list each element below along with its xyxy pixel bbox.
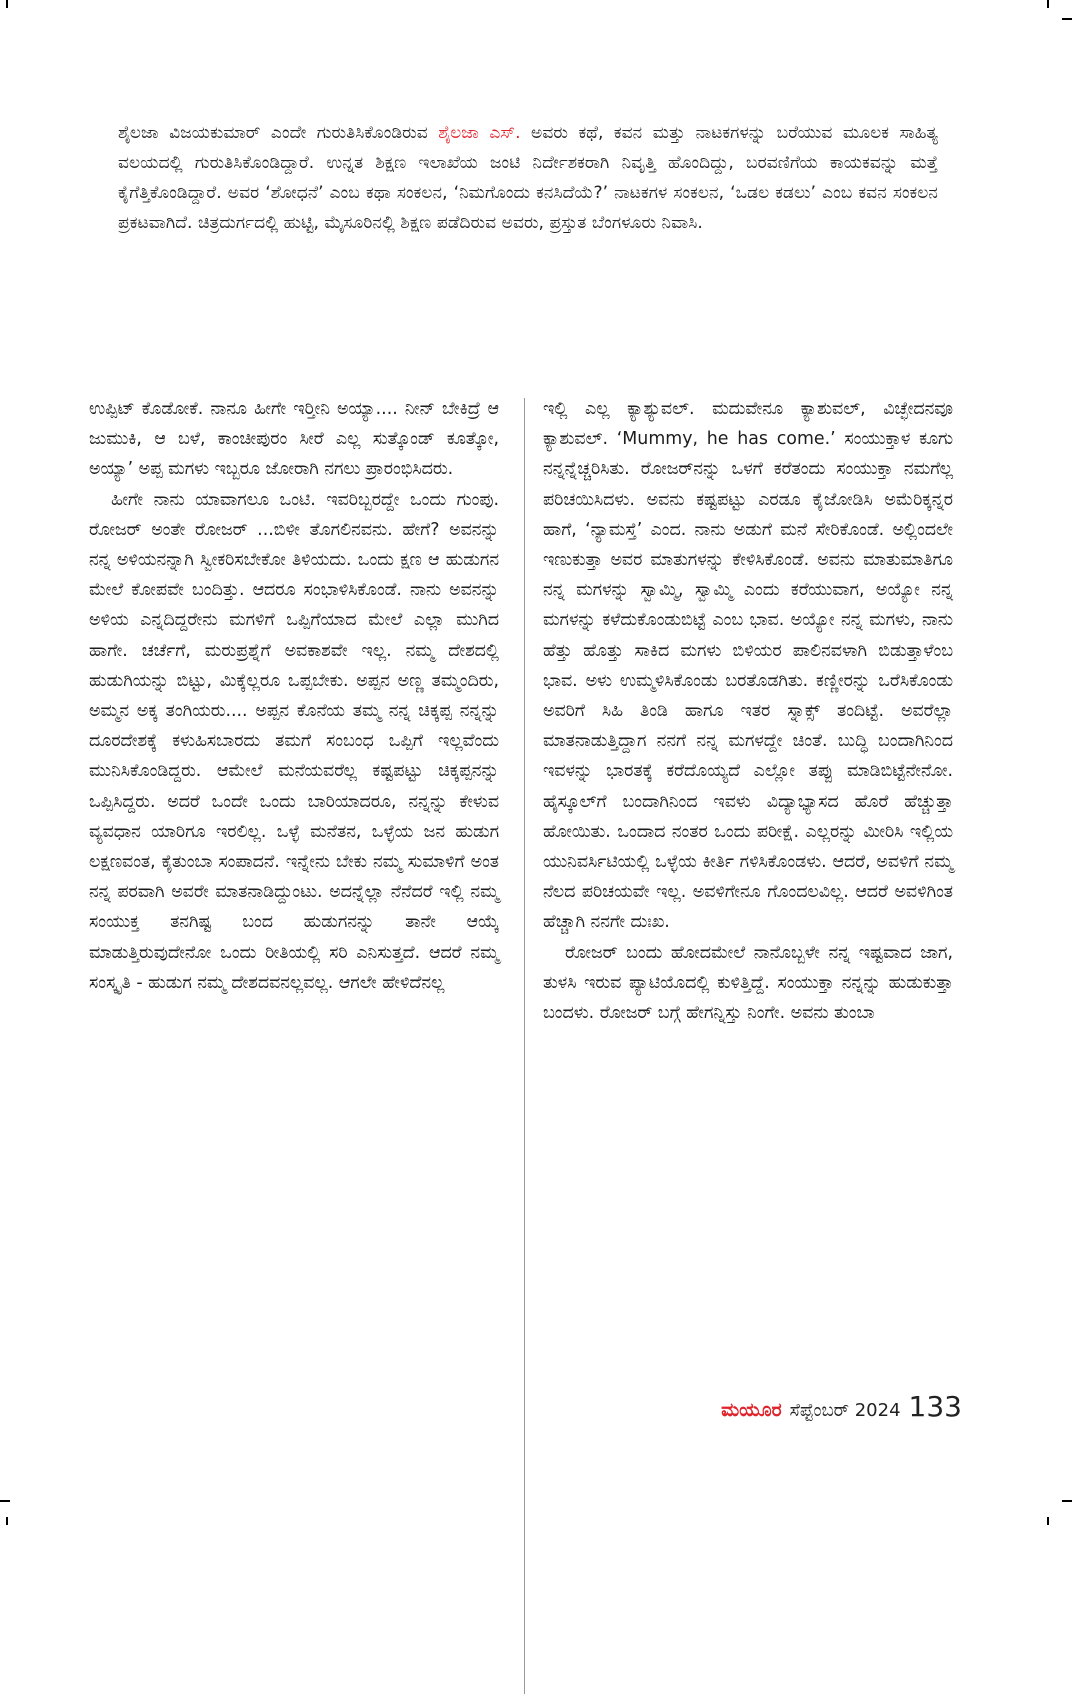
- crop-mark-top-left: [6, 0, 8, 8]
- crop-mark-left-bottom: [0, 1500, 10, 1502]
- page-number: 133: [908, 1390, 962, 1423]
- column-divider: [524, 398, 525, 1694]
- crop-mark-right-top: [1062, 18, 1072, 20]
- author-name: ಶೈಲಜಾ ಎಸ್.: [438, 123, 521, 143]
- article-column-right: [543, 394, 953, 1028]
- crop-mark-right-bottom: [1062, 1500, 1072, 1502]
- paragraph: ಉಪ್ಪಿಟ್ ಕೊಡೋಕೆ. ನಾನೂ ಹೀಗೇ ಇರ್‍ತೀನಿ ಅಯ್ಯಾ.... ನೀನ್ ಬೇಕಿದ್ರೆ ಆ ಜುಮುಕಿ, ಆ ಬಳೆ, ಕಾಂಚೀಪುರಂ ಸೀರೆ ಎಲ್ಲ ಸುತ್ಕೊಂಡ್ ಕೂತ್ಕೋ, ಅಯ್ಯಾ’ ಅಪ್ಪ ಮಗಳು ಇಬ್ಬರೂ ಜೋರಾಗಿ ನಗಲು ಪ್ರಾರಂಭಿಸಿದರು.: [89, 399, 499, 480]
- crop-mark-top-right: [1047, 0, 1049, 8]
- page-footer: [700, 1390, 962, 1434]
- bio-text-intro: ಶೈಲಜಾ ವಿಜಯಕುಮಾರ್ ಎಂದೇ ಗುರುತಿಸಿಕೊಂಡಿರುವ: [118, 123, 439, 143]
- crop-mark-bottom-left: [6, 1517, 8, 1525]
- bio-text-body: ಅವರು ಕಥೆ, ಕವನ ಮತ್ತು ನಾಟಕಗಳನ್ನು ಬರೆಯುವ ಮೂಲಕ ಸಾಹಿತ್ಯ ವಲಯದಲ್ಲಿ ಗುರುತಿಸಿಕೊಂಡಿದ್ದಾರೆ. ಉನ್ನತ ಶಿಕ್ಷಣ ಇಲಾಖೆಯ ಜಂಟಿ ನಿರ್ದೇಶಕರಾಗಿ ನಿವೃತ್ತಿ ಹೊಂದಿದ್ದು, ಬರವಣಿಗೆಯ ಕಾಯಕವನ್ನು ಮತ್ತೆ ಕೈಗೆತ್ತಿಕೊಂಡಿದ್ದಾರೆ. ಅವರ ‘ಶೋಧನೆ’ ಎಂಬ ಕಥಾ ಸಂಕಲನ, ‘ನಿಮಗೊಂದು ಕನಸಿದೆಯೆ?’ ನಾಟಕಗಳ ಸಂಕಲನ, ‘ಒಡಲ ಕಡಲು’ ಎಂಬ ಕವನ ಸಂಕಲನ ಪ್ರಕಟವಾಗಿದೆ. ಚಿತ್ರದುರ್ಗದಲ್ಲಿ ಹುಟ್ಟಿ, ಮೈಸೂರಿನಲ್ಲಿ ಶಿಕ್ಷಣ ಪಡೆದಿರುವ ಅವರು, ಪ್ರಸ್ತುತ ಬೆಂಗಳೂರು ನಿವಾಸಿ.: [118, 123, 938, 233]
- magazine-logo: ಮಯೂರ: [721, 1399, 782, 1421]
- paragraph: ಇಲ್ಲಿ ಎಲ್ಲ ಕ್ಯಾಶ್ಯುವಲ್. ಮದುವೇನೂ ಕ್ಯಾಶುವಲ್, ವಿಚ್ಛೇದನವೂ ಕ್ಯಾಶುವಲ್. ‘Mummy, he has come.’ ಸಂಯುಕ್ತಾಳ ಕೂಗು ನನ್ನನ್ನೆಚ್ಚರಿಸಿತು. ರೋಜರ್‌ನನ್ನು ಒಳಗೆ ಕರೆತಂದು ಸಂಯುಕ್ತಾ ನಮಗೆಲ್ಲ ಪರಿಚಯಿಸಿದಳು. ಅವನು ಕಷ್ಟಪಟ್ಟು ಎರಡೂ ಕೈಜೋಡಿಸಿ ಅಮೆರಿಕ್ಕನ್ನರ ಹಾಗೆ, ‘ನ್ಯಾಮಸ್ತೆ’ ಎಂದ. ನಾನು ಅಡುಗೆ ಮನೆ ಸೇರಿಕೊಂಡೆ. ಅಲ್ಲಿಂದಲೇ ಇಣುಕುತ್ತಾ ಅವರ ಮಾತುಗಳನ್ನು ಕೇಳಿಸಿಕೊಂಡೆ. ಅವನು ಮಾತುಮಾತಿಗೂ ನನ್ನ ಮಗಳನ್ನು ಸ್ವಾಮ್ಮಿ, ಸ್ವಾಮ್ಮಿ ಎಂದು ಕರೆಯುವಾಗ, ಅಯ್ಯೋ ನನ್ನ ಮಗಳನ್ನು ಕಳೆದುಕೊಂಡುಬಿಟ್ಟೆ ಎಂಬ ಭಾವ. ಅಯ್ಯೋ ನನ್ನ ಮಗಳು, ನಾನು ಹೆತ್ತು ಹೊತ್ತು ಸಾಕಿದ ಮಗಳು ಬಿಳಿಯರ ಪಾಲಿನವಳಾಗಿ ಬಿಡುತ್ತಾಳೆಂಬ ಭಾವ. ಅಳು ಉಮ್ಮಳಿಸಿಕೊಂಡು ಬರತೊಡಗಿತು. ಕಣ್ಣೀರನ್ನು ಒರೆಸಿಕೊಂಡು ಅವರಿಗೆ ಸಿಹಿ ತಿಂಡಿ ಹಾಗೂ ಇತರ ಸ್ನಾಕ್ಸ್ ತಂದಿಟ್ಟೆ. ಅವರೆಲ್ಲಾ ಮಾತನಾಡುತ್ತಿದ್ದಾಗ ನನಗೆ ನನ್ನ ಮಗಳದ್ದೇ ಚಿಂತೆ. ಬುದ್ಧಿ ಬಂದಾಗಿನಿಂದ ಇವಳನ್ನು ಭಾರತಕ್ಕೆ ಕರೆದೊಯ್ಯದೆ ಎಲ್ಲೋ ತಪ್ಪು ಮಾಡಿಬಿಟ್ಟೆನೇನೋ. ಹೈಸ್ಕೂಲ್‌ಗೆ ಬಂದಾಗಿನಿಂದ ಇವಳು ವಿದ್ಯಾಭ್ಯಾಸದ ಹೊರೆ ಹೆಚ್ಚುತ್ತಾ ಹೋಯಿತು. ಒಂದಾದ ನಂತರ ಒಂದು ಪರೀಕ್ಷೆ. ಎಲ್ಲರನ್ನು ಮೀರಿಸಿ ಇಲ್ಲಿಯ ಯುನಿವರ್ಸಿಟಿಯಲ್ಲಿ ಒಳ್ಳೆಯ ಕೀರ್ತಿ ಗಳಿಸಿಕೊಂಡಳು. ಆದರೆ, ಅವಳಿಗೆ ನಮ್ಮ ನೆಲದ ಪರಿಚಯವೇ ಇಲ್ಲ. ಅವಳಿಗೇನೂ ಗೊಂದಲವಿಲ್ಲ. ಆದರೆ ಅವಳಿಗಿಂತ ಹೆಚ್ಚಾಗಿ ನನಗೇ ದುಃಖ.: [543, 399, 953, 933]
- crop-mark-bottom-right: [1047, 1517, 1049, 1525]
- paragraph: ರೋಜರ್ ಬಂದು ಹೋದಮೇಲೆ ನಾನೊಬ್ಬಳೇ ನನ್ನ ಇಷ್ಟವಾದ ಜಾಗ, ತುಳಸಿ ಇರುವ ಪ್ಯಾಟಿಯೊದಲ್ಲಿ ಕುಳಿತ್ತಿದ್ದೆ. ಸಂಯುಕ್ತಾ ನನ್ನನ್ನು ಹುಡುಕುತ್ತಾ ಬಂದಳು. ರೋಜರ್ ಬಗ್ಗೆ ಹೇಗನ್ನಿಸ್ತು ನಿಂಗೇ. ಅವನು ತುಂಬಾ: [543, 942, 953, 1024]
- paragraph: ಹೀಗೇ ನಾನು ಯಾವಾಗಲೂ ಒಂಟಿ. ಇವರಿಬ್ಬರದ್ದೇ ಒಂದು ಗುಂಪು. ರೋಜರ್ ಅಂತೇ ರೋಜರ್ ...ಬಿಳೀ ತೊಗಲಿನವನು. ಹೇಗೆ? ಅವನನ್ನು ನನ್ನ ಅಳಿಯನನ್ನಾಗಿ ಸ್ವೀಕರಿಸಬೇಕೋ ತಿಳಿಯದು. ಒಂದು ಕ್ಷಣ ಆ ಹುಡುಗನ ಮೇಲೆ ಕೋಪವೇ ಬಂದಿತ್ತು. ಆದರೂ ಸಂಭಾಳಿಸಿಕೊಂಡೆ. ನಾನು ಅವನನ್ನು ಅಳಿಯ ಎನ್ನದಿದ್ದರೇನು ಮಗಳಿಗೆ ಒಪ್ಪಿಗೆಯಾದ ಮೇಲೆ ಎಲ್ಲಾ ಮುಗಿದ ಹಾಗೇ. ಚರ್ಚೆಗೆ, ಮರುಪ್ರಶ್ನೆಗೆ ಅವಕಾಶವೇ ಇಲ್ಲ. ನಮ್ಮ ದೇಶದಲ್ಲಿ ಹುಡುಗಿಯನ್ನು ಬಿಟ್ಟು, ಮಿಕ್ಕೆಲ್ಲರೂ ಒಪ್ಪಬೇಕು. ಅಪ್ಪನ ಅಣ್ಣ ತಮ್ಮಂದಿರು, ಅಮ್ಮನ ಅಕ್ಕ ತಂಗಿಯರು.... ಅಪ್ಪನ ಕೊನೆಯ ತಮ್ಮ ನನ್ನ ಚಿಕ್ಕಪ್ಪ ನನ್ನನ್ನು ದೂರದೇಶಕ್ಕೆ ಕಳುಹಿಸಬಾರದು ತಮಗೆ ಸಂಬಂಧ ಒಪ್ಪಿಗೆ ಇಲ್ಲವೆಂದು ಮುನಿಸಿಕೊಂಡಿದ್ದರು. ಆಮೇಲೆ ಮನೆಯವರೆಲ್ಲ ಕಷ್ಟಪಟ್ಟು ಚಿಕ್ಕಪ್ಪನನ್ನು ಒಪ್ಪಿಸಿದ್ದರು. ಅದರೆ ಒಂದೇ ಒಂದು ಬಾರಿಯಾದರೂ, ನನ್ನನ್ನು ಕೇಳುವ ವ್ಯವಧಾನ ಯಾರಿಗೂ ಇರಲಿಲ್ಲ. ಒಳ್ಳೆ ಮನೆತನ, ಒಳ್ಳೆಯ ಜನ ಹುಡುಗ ಲಕ್ಷಣವಂತ, ಕೈತುಂಬಾ ಸಂಪಾದನೆ. ಇನ್ನೇನು ಬೇಕು ನಮ್ಮ ಸುಮಾಳಿಗೆ ಅಂತ ನನ್ನ ಪರವಾಗಿ ಅವರೇ ಮಾತನಾಡಿದ್ದುಂಟು. ಅದನ್ನೆಲ್ಲಾ ನೆನೆದರೆ ಇಲ್ಲಿ ನಮ್ಮ ಸಂಯುಕ್ತ ತನಗಿಷ್ಟ ಬಂದ ಹುಡುಗನನ್ನು ತಾನೇ ಆಯ್ಕೆ ಮಾಡುತ್ತಿರುವುದೇನೋ ಒಂದು ರೀತಿಯಲ್ಲಿ ಸರಿ ಎನಿಸುತ್ತದೆ. ಆದರೆ ನಮ್ಮ ಸಂಸ್ಕೃತಿ - ಹುಡುಗ ನಮ್ಮ ದೇಶದವನಲ್ಲವಲ್ಲ. ಆಗಲೇ ಹೇಳಿದೆನಲ್ಲ: [89, 489, 499, 993]
- issue-date: ಸೆಪ್ಟೆಂಬರ್ 2024: [789, 1400, 901, 1421]
- article-column-left: [89, 394, 499, 998]
- author-bio: [118, 118, 938, 238]
